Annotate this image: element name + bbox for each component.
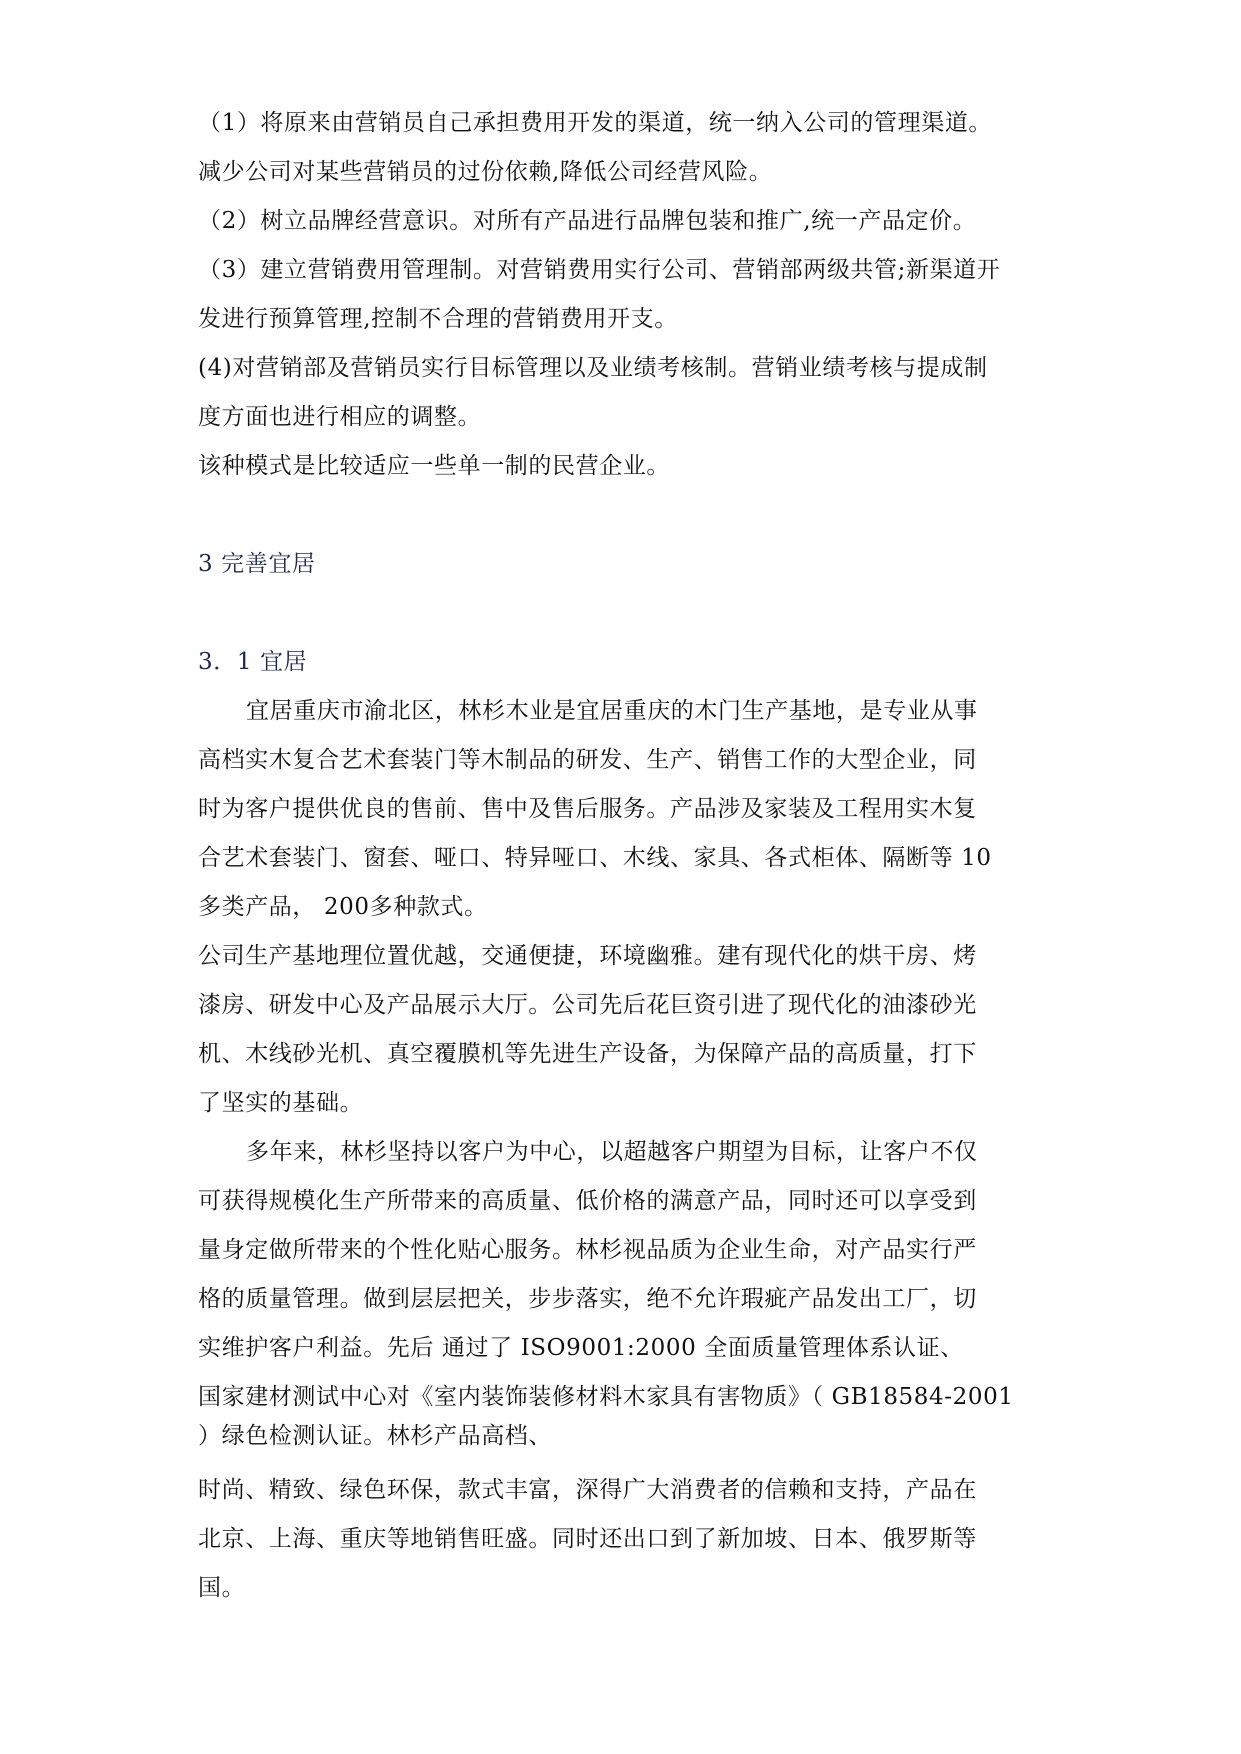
paragraph-1-line-5: 多类产品， 200多种款式。 (198, 894, 488, 920)
paragraph-3-line-7: ）绿色检测认证。林杉产品高档、 (198, 1423, 552, 1449)
paragraph-2-line-3: 机、木线砂光机、真空覆膜机等先进生产设备，为保障产品的高质量，打下 (198, 1041, 977, 1067)
paragraph-3-line-4: 格的质量管理。做到层层把关，步步落实，绝不允许瑕疵产品发出工厂，切 (198, 1286, 977, 1312)
summary-text: 该种模式是比较适应一些单一制的民营企业。 (198, 453, 670, 479)
list-item-4-line-1: (4)对营销部及营销员实行目标管理以及业绩考核制。营销业绩考核与提成制 (198, 355, 988, 381)
paragraph-3-line-5: 实维护客户利益。先后 通过了 ISO9001:2000 全面质量管理体系认证、 (198, 1335, 964, 1361)
paragraph-2-line-1: 公司生产基地理位置优越，交通便捷，环境幽雅。建有现代化的烘干房、烤 (198, 943, 977, 969)
list-item-1-line-1: （1）将原来由营销员自己承担费用开发的渠道，统一纳入公司的管理渠道。 (198, 110, 993, 136)
paragraph-3-line-8: 时尚、精致、绿色环保，款式丰富，深得广大消费者的信赖和支持，产品在 (198, 1477, 977, 1503)
paragraph-3-line-6: 国家建材测试中心对《室内装饰装修材料木家具有害物质》（ GB18584-2001 (198, 1384, 1014, 1410)
paragraph-1-line-2: 高档实木复合艺术套装门等木制品的研发、生产、销售工作的大型企业，同 (198, 747, 977, 773)
section-heading: 3 完善宜居 (198, 551, 316, 577)
paragraph-3-line-1: 多年来，林杉坚持以客户为中心，以超越客户期望为目标，让客户不仅 (246, 1139, 978, 1165)
paragraph-2-line-2: 漆房、研发中心及产品展示大厅。公司先后花巨资引进了现代化的油漆砂光 (198, 992, 977, 1018)
paragraph-3-line-9: 北京、上海、重庆等地销售旺盛。同时还出口到了新加坡、日本、俄罗斯等 (198, 1526, 977, 1552)
paragraph-2-line-4: 了坚实的基础。 (198, 1090, 364, 1116)
paragraph-3-line-10: 国。 (198, 1575, 246, 1601)
list-item-3-line-1: （3）建立营销费用管理制。对营销费用实行公司、营销部两级共管;新渠道开 (198, 257, 1001, 283)
list-item-4-line-2: 度方面也进行相应的调整。 (198, 404, 482, 430)
paragraph-1-line-4: 合艺术套装门、窗套、哑口、特异哑口、木线、家具、各式柜体、隔断等 10 (198, 845, 992, 871)
list-item-2-line-1: （2）树立品牌经营意识。对所有产品进行品牌包装和推广,统一产品定价。 (198, 208, 977, 234)
paragraph-1-line-3: 时为客户提供优良的售前、售中及售后服务。产品涉及家装及工程用实木复 (198, 796, 977, 822)
paragraph-3-line-2: 可获得规模化生产所带来的高质量、低价格的满意产品，同时还可以享受到 (198, 1188, 977, 1214)
list-item-3-line-2: 发进行预算管理,控制不合理的营销费用开支。 (198, 306, 678, 332)
paragraph-1-line-1: 宜居重庆市渝北区，林杉木业是宜居重庆的木门生产基地，是专业从事 (246, 698, 978, 724)
subsection-heading: 3．1 宜居 (198, 649, 308, 675)
list-item-1-line-2: 减少公司对某些营销员的过份依赖,降低公司经营风险。 (198, 159, 773, 185)
paragraph-3-line-3: 量身定做所带来的个性化贴心服务。林杉视品质为企业生命，对产品实行严 (198, 1237, 977, 1263)
